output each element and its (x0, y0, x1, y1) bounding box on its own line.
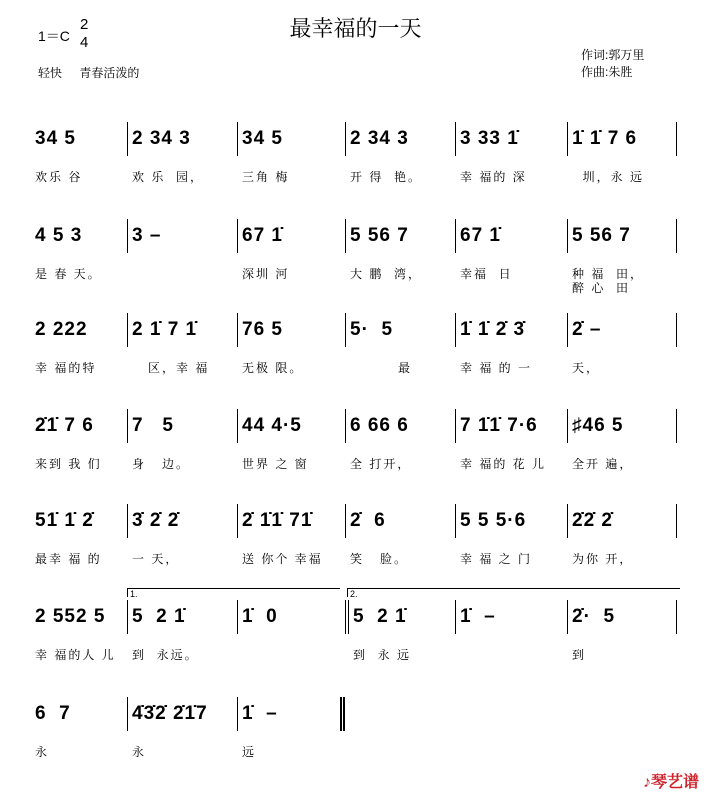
staff-row (35, 589, 677, 662)
measure-notes: 2̇1̇ 7 6 (35, 415, 94, 436)
lyrics: 身 边。 (132, 457, 191, 471)
tempo-marking: 轻快 青春活泼的 (38, 66, 140, 80)
lyrics: 全开 遍， (572, 457, 634, 471)
measure (567, 122, 677, 184)
measure-notes: 76 5 (242, 319, 283, 340)
measure (455, 409, 567, 471)
song-title: 最幸福的一天 (289, 16, 422, 41)
measure-notes: 1̇ 1̇ 2̇ 3̇ (460, 319, 526, 340)
lyrics: 永 (35, 745, 50, 759)
measure-notes: 4̇3̇2̇ 2̇1̇7 (132, 703, 208, 724)
measure-notes: 3 – (132, 225, 162, 246)
measure (35, 409, 127, 471)
staff-row (35, 122, 677, 184)
lyrics: 远 (242, 745, 257, 759)
measure-notes: 3̇ 2̇ 2̇ (132, 510, 180, 531)
lyrics: 欢乐 谷 (35, 170, 83, 184)
measure (237, 122, 345, 184)
measure (35, 122, 127, 184)
volta-2: 2. (347, 588, 680, 597)
measure-notes: 5 2 1̇ (132, 606, 186, 627)
measure (35, 313, 127, 375)
measure-notes: 5 56 7 (350, 225, 409, 246)
measure-notes: 3 33 1̇ (460, 128, 519, 149)
measure (455, 600, 567, 634)
measure (345, 219, 455, 281)
measure (237, 219, 345, 281)
measure (345, 600, 455, 662)
measure-notes: 2 1̇ 7 1̇ (132, 319, 198, 340)
lyrics: 种 福 田， (572, 267, 645, 281)
measure-notes: 34 5 (35, 128, 76, 149)
lyrics: 幸 福的 花 儿 (460, 457, 547, 471)
measure-notes: 44 4·5 (242, 415, 302, 436)
measure (127, 504, 237, 566)
staff-row (35, 313, 677, 375)
measure-notes: 7 5 (132, 415, 174, 436)
measure-notes: 2̇2̇ 2̇ (572, 510, 613, 531)
measure-notes: ♯46 5 (572, 415, 624, 436)
lyrics: 深圳 河 (242, 267, 290, 281)
logo-text: 琴艺谱 (650, 774, 699, 791)
measure-notes: 6 66 6 (350, 415, 409, 436)
lyrics: 圳，永 远 (572, 170, 645, 184)
measure-notes: 51̇ 1̇ 2̇ (35, 510, 94, 531)
measure (345, 122, 455, 184)
measure (35, 219, 127, 281)
measure-notes: 2̇ 1̇1̇ 71̇ (242, 510, 313, 531)
measure (127, 697, 237, 759)
measure-notes: 1̇ – (242, 703, 278, 724)
measure-notes: 34 5 (242, 128, 283, 149)
lyrics: 幸 福 之 门 (460, 552, 533, 566)
measure-notes: 2̇ 6 (350, 510, 386, 531)
lyrics-verse-2: 醉 心 田 (572, 281, 631, 295)
measure (455, 122, 567, 184)
lyrics: 永 (132, 745, 147, 759)
lyrics: 是 春 天。 (35, 267, 102, 281)
lyrics: 笑 脸。 (350, 552, 409, 566)
lyrics: 送 你个 幸福 (242, 552, 323, 566)
lyrics: 来到 我 们 (35, 457, 102, 471)
measure-notes: 1̇ – (460, 606, 496, 627)
meter-bottom: 4 (80, 34, 89, 51)
measure-notes: 2 34 3 (132, 128, 191, 149)
measure (237, 697, 345, 759)
measure (455, 219, 567, 281)
time-signature (80, 16, 88, 52)
measure (455, 504, 567, 566)
staff-row (35, 504, 677, 566)
measure (237, 409, 345, 471)
measure-notes: 67 1̇ (460, 225, 501, 246)
measure (345, 409, 455, 471)
lyrics: 欢 乐 园， (132, 170, 205, 184)
measure-notes: 67 1̇ (242, 225, 283, 246)
meter-top: 2 (80, 16, 89, 33)
measure-notes: 7 1̇1̇ 7·6 (460, 415, 538, 436)
measure (237, 600, 345, 634)
measure (567, 313, 677, 375)
measure (127, 600, 237, 662)
measure (345, 504, 455, 566)
measure-notes: 4 5 3 (35, 225, 83, 246)
measure-notes: 1̇ 1̇ 7 6 (572, 128, 638, 149)
measure (567, 504, 677, 566)
key-signature: 1＝C (38, 28, 70, 44)
measure-notes: 5 56 7 (572, 225, 631, 246)
lyrics: 最 (350, 361, 413, 375)
lyrics: 大 鹏 湾， (350, 267, 423, 281)
composer: 作曲:朱胜 (581, 65, 633, 79)
measure (237, 313, 345, 375)
lyrics: 无极 限。 (242, 361, 304, 375)
measure-notes: 5· 5 (350, 319, 394, 340)
staff-row (35, 409, 677, 471)
lyrics: 世界 之 窗 (242, 457, 309, 471)
measure (567, 219, 677, 295)
measure (567, 409, 677, 471)
lyrics: 为你 开， (572, 552, 634, 566)
measure (567, 600, 677, 662)
lyrics: 天， (572, 361, 601, 375)
measure (35, 600, 127, 662)
lyrics: 幸 福的特 (35, 361, 97, 375)
lyrics: 到 永远。 (132, 648, 199, 662)
measure (127, 122, 237, 184)
lyrics: 到 永 远 (353, 648, 412, 662)
volta-1: 1. (127, 588, 340, 597)
lyrics: 最幸 福 的 (35, 552, 102, 566)
measure-notes: 1̇ 0 (242, 606, 278, 627)
staff-row (35, 219, 677, 295)
measure (345, 313, 455, 375)
measure-notes: 5 2 1̇ (353, 606, 407, 627)
measure-notes: 2 34 3 (350, 128, 409, 149)
measure-notes: 2 222 (35, 319, 88, 340)
measure (127, 219, 237, 253)
measure (455, 313, 567, 375)
measure-notes: 6 7 (35, 703, 71, 724)
measure (35, 697, 127, 759)
lyricist: 作词:郭万里 (581, 48, 645, 62)
lyrics: 全 打开， (350, 457, 412, 471)
measure (35, 504, 127, 566)
lyrics: 幸 福的人 儿 (35, 648, 116, 662)
staff-row (35, 697, 677, 759)
measure-notes: 2 552 5 (35, 606, 106, 627)
lyrics: 开 得 艳。 (350, 170, 423, 184)
measure-notes: 5 5 5·6 (460, 510, 527, 531)
lyrics: 一 天， (132, 552, 180, 566)
lyrics: 到 (572, 648, 587, 662)
measure (127, 409, 237, 471)
lyrics: 幸 福 的 一 (460, 361, 533, 375)
measure-notes: 2̇ – (572, 319, 602, 340)
lyrics: 幸 福的 深 (460, 170, 527, 184)
lyrics: 区，幸 福 (132, 361, 210, 375)
site-logo: ♪琴艺谱 (642, 774, 699, 791)
lyrics: 幸福 日 (460, 267, 513, 281)
measure-notes: 2̇· 5 (572, 606, 616, 627)
lyrics: 三角 梅 (242, 170, 290, 184)
measure (237, 504, 345, 566)
measure (127, 313, 237, 375)
